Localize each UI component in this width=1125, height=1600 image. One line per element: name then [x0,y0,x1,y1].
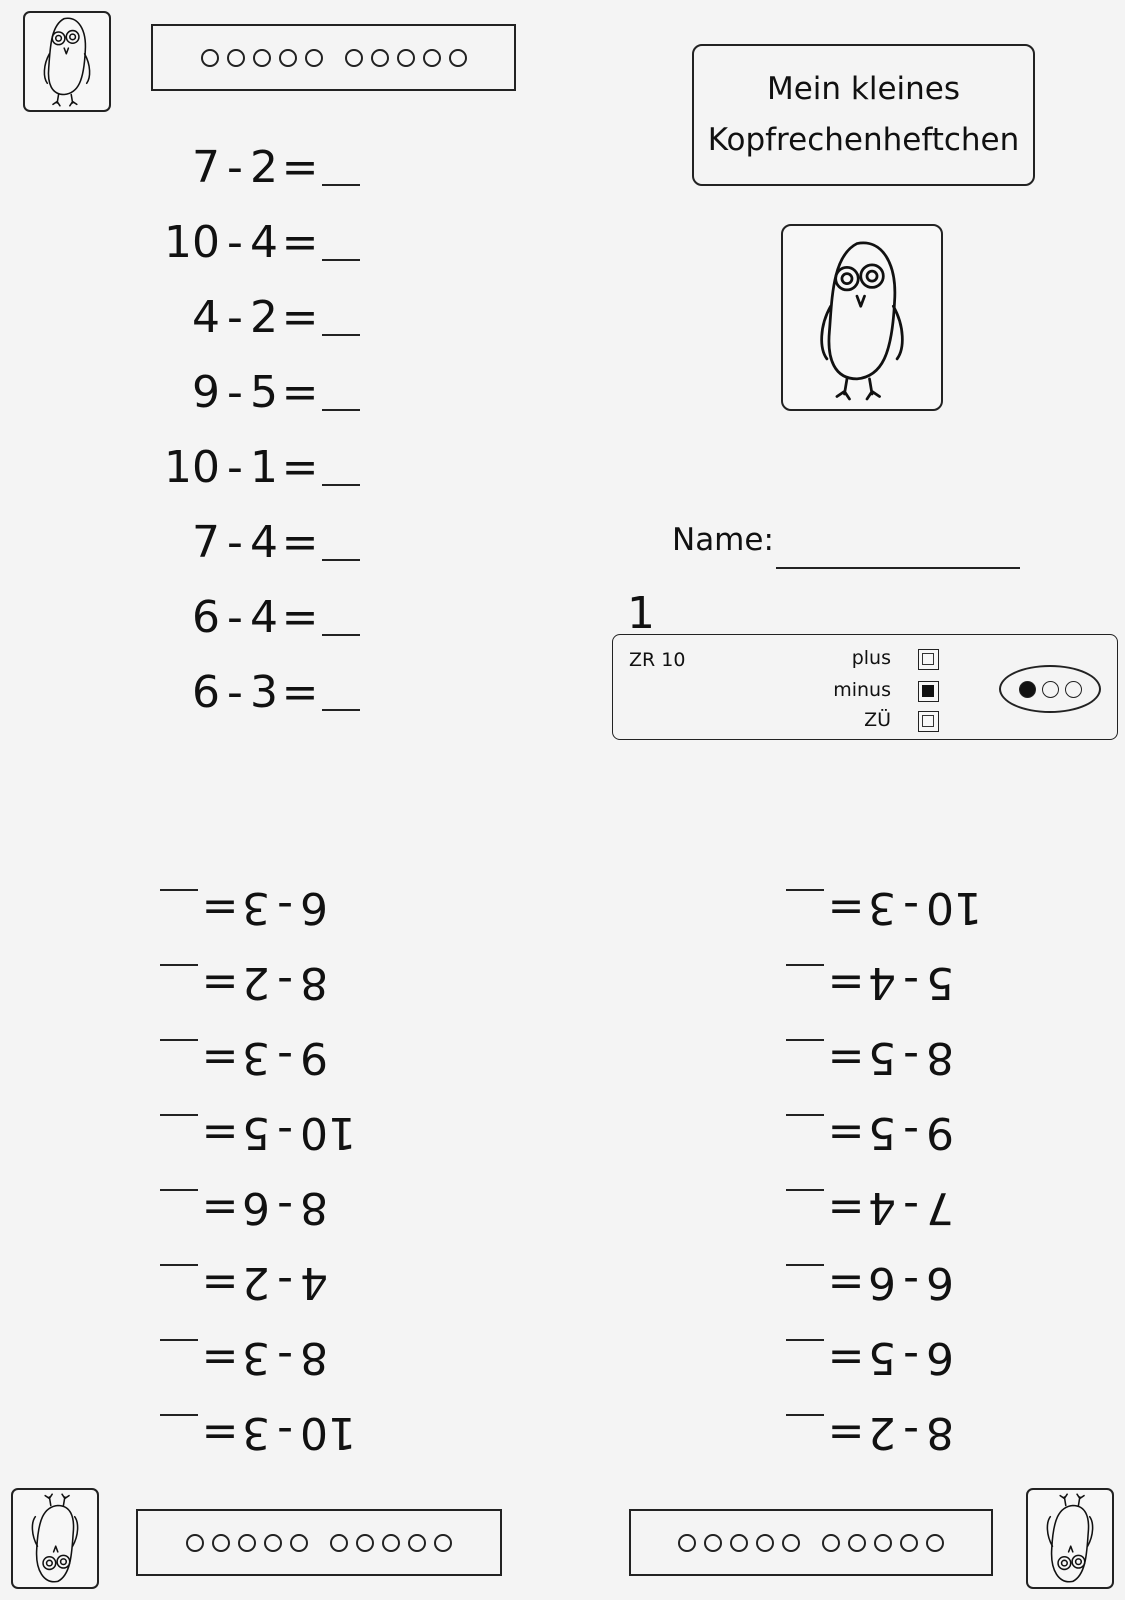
equation-row [786,1245,984,1320]
tally-dot[interactable] [874,1534,892,1552]
operator: - [227,517,243,568]
equals-sign: = [281,667,319,718]
subtrahend: 2 [250,292,278,343]
answer-blank[interactable] [322,225,360,261]
tally-dot[interactable] [382,1534,400,1552]
equation-row [162,505,360,580]
subtrahend: 4 [868,1182,896,1233]
minuend: 6 [926,1257,954,1308]
tally-dot[interactable] [356,1534,374,1552]
answer-blank[interactable] [786,965,824,1001]
equation-row [162,130,360,205]
answer-blank[interactable] [322,525,360,561]
equation-row [786,1020,984,1095]
minuend: 6 [192,592,220,643]
minuend: 8 [300,957,328,1008]
equals-sign: = [827,1332,865,1383]
answer-blank[interactable] [322,450,360,486]
equation-row [160,1020,358,1095]
minuend: 7 [926,1182,954,1233]
level-dot [1019,681,1036,698]
minuend: 5 [926,957,954,1008]
operator: - [277,1332,293,1383]
subtrahend: 4 [250,517,278,568]
equation-row [786,1320,984,1395]
exercise-column-bottom-right [786,870,984,1470]
minuend: 6 [926,1332,954,1383]
answer-blank[interactable] [160,1265,198,1301]
name-field[interactable] [776,567,1020,569]
equals-sign: = [201,1332,239,1383]
equation-row [786,870,984,945]
subtrahend: 2 [250,142,278,193]
equation-row [160,945,358,1020]
tally-dot[interactable] [449,49,467,67]
subtrahend: 5 [868,1332,896,1383]
equals-sign: = [201,1107,239,1158]
operation-label: plus [851,647,891,669]
subtrahend: 5 [868,1032,896,1083]
sheet-number: 1 [627,588,655,639]
answer-blank[interactable] [160,1115,198,1151]
equation-row [786,1095,984,1170]
equals-sign: = [827,1257,865,1308]
tally-dot[interactable] [201,49,219,67]
subtrahend: 3 [250,667,278,718]
tally-dot[interactable] [238,1534,256,1552]
operator: - [903,1332,919,1383]
operator: - [277,1032,293,1083]
operator: - [277,957,293,1008]
answer-blank[interactable] [786,890,824,926]
level-dot [1042,681,1059,698]
answer-blank[interactable] [786,1190,824,1226]
tally-dot[interactable] [212,1534,230,1552]
equals-sign: = [201,882,239,933]
minuend: 4 [300,1257,328,1308]
subtrahend: 5 [868,1107,896,1158]
operator: - [227,142,243,193]
tally-dot-group [822,1534,944,1552]
equation-row [162,430,360,505]
tally-dot[interactable] [822,1534,840,1552]
tally-dot[interactable] [848,1534,866,1552]
subtrahend: 6 [868,1257,896,1308]
operation-label: ZÜ [864,709,891,731]
answer-blank[interactable] [322,300,360,336]
tally-dot[interactable] [227,49,245,67]
equation-row [160,870,358,945]
subtrahend: 2 [242,1257,270,1308]
owl-illustration-center [781,224,943,411]
equals-sign: = [281,217,319,268]
equals-sign: = [281,292,319,343]
operator: - [903,882,919,933]
minuend: 4 [192,292,220,343]
minuend: 8 [300,1332,328,1383]
zu-checkbox[interactable] [918,711,939,732]
answer-blank[interactable] [322,150,360,186]
minuend: 10 [300,1107,356,1158]
operator: - [277,1257,293,1308]
answer-blank[interactable] [786,1340,824,1376]
operator: - [903,1182,919,1233]
owl-icon [783,226,941,409]
minuend: 10 [164,442,220,493]
tally-box-top [151,24,516,91]
tally-box-bottom-left [136,1509,502,1576]
subtrahend: 3 [242,1332,270,1383]
operation-row-minus [783,679,943,707]
operator: - [277,1407,293,1458]
operation-row-plus [783,647,943,675]
minuend: 8 [300,1182,328,1233]
equation-row [162,655,360,730]
operator: - [227,217,243,268]
operator: - [903,1407,919,1458]
tally-dot[interactable] [900,1534,918,1552]
owl-icon [25,13,109,110]
equals-sign: = [827,1107,865,1158]
minuend: 10 [300,1407,356,1458]
tally-dot[interactable] [290,1534,308,1552]
number-range-label: ZR 10 [629,649,686,671]
operator: - [277,1182,293,1233]
equals-sign: = [281,592,319,643]
level-dot [1065,681,1082,698]
equals-sign: = [281,442,319,493]
minuend: 10 [164,217,220,268]
equation-row [160,1095,358,1170]
owl-icon [1028,1490,1112,1587]
subtrahend: 4 [868,957,896,1008]
operator: - [227,592,243,643]
equals-sign: = [281,142,319,193]
answer-blank[interactable] [160,1040,198,1076]
equals-sign: = [281,517,319,568]
minuend: 9 [192,367,220,418]
equals-sign: = [201,957,239,1008]
equation-row [786,1395,984,1470]
equation-row [160,1320,358,1395]
tally-dot-group [678,1534,800,1552]
operator: - [903,1032,919,1083]
subtrahend: 4 [250,217,278,268]
minuend: 10 [926,882,982,933]
tally-dot[interactable] [264,1534,282,1552]
tally-dot[interactable] [730,1534,748,1552]
operator: - [277,1107,293,1158]
operator: - [903,1257,919,1308]
operation-row-zu [783,709,943,737]
operator: - [227,442,243,493]
tally-dot[interactable] [305,49,323,67]
tally-dot-group [201,49,323,67]
equals-sign: = [827,1407,865,1458]
equation-row [160,1245,358,1320]
tally-dot[interactable] [330,1534,348,1552]
plus-checkbox[interactable] [918,649,939,670]
tally-dot[interactable] [678,1534,696,1552]
answer-blank[interactable] [786,1040,824,1076]
tally-dot[interactable] [434,1534,452,1552]
equals-sign: = [281,367,319,418]
minuend: 6 [300,882,328,933]
minuend: 7 [192,142,220,193]
minus-checkbox[interactable] [918,681,939,702]
operator: - [227,667,243,718]
operator: - [227,292,243,343]
answer-blank[interactable] [160,890,198,926]
answer-blank[interactable] [322,600,360,636]
tally-dot[interactable] [926,1534,944,1552]
owl-logo-top-left [23,11,111,112]
minuend: 8 [926,1032,954,1083]
equals-sign: = [201,1032,239,1083]
subtrahend: 4 [250,592,278,643]
minuend: 6 [192,667,220,718]
subtrahend: 2 [242,957,270,1008]
exercise-column-bottom-left [160,870,358,1470]
equation-row [162,280,360,355]
answer-blank[interactable] [786,1115,824,1151]
subtrahend: 1 [250,442,278,493]
equals-sign: = [827,1032,865,1083]
minuend: 9 [300,1032,328,1083]
answer-blank[interactable] [160,1415,198,1451]
tally-dot[interactable] [253,49,271,67]
subtrahend: 3 [242,1407,270,1458]
subtrahend: 2 [868,1407,896,1458]
tally-dot[interactable] [186,1534,204,1552]
operator: - [903,1107,919,1158]
tally-dot[interactable] [345,49,363,67]
operator: - [227,367,243,418]
tally-dot[interactable] [756,1534,774,1552]
title-line-2: Kopfrechenheftchen [707,122,1020,158]
equation-row [786,1170,984,1245]
tally-dot[interactable] [397,49,415,67]
operator: - [903,957,919,1008]
tally-dot-group [186,1534,308,1552]
answer-blank[interactable] [786,1265,824,1301]
info-box [612,634,1118,740]
owl-icon [13,1490,97,1587]
operation-label: minus [833,679,891,701]
tally-dot-group [345,49,467,67]
tally-dot[interactable] [782,1534,800,1552]
equation-row [160,1395,358,1470]
owl-logo-bottom-right [1026,1488,1114,1589]
equation-row [160,1170,358,1245]
minuend: 7 [192,517,220,568]
tally-dot[interactable] [408,1534,426,1552]
answer-blank[interactable] [160,1340,198,1376]
tally-box-bottom-right [629,1509,993,1576]
equals-sign: = [201,1182,239,1233]
name-label: Name: [672,522,774,558]
subtrahend: 5 [250,367,278,418]
tally-dot[interactable] [279,49,297,67]
answer-blank[interactable] [322,375,360,411]
title-box [692,44,1035,186]
tally-dot[interactable] [704,1534,722,1552]
exercise-column-top [162,130,360,730]
answer-blank[interactable] [786,1415,824,1451]
subtrahend: 3 [242,1032,270,1083]
answer-blank[interactable] [160,965,198,1001]
answer-blank[interactable] [322,675,360,711]
subtrahend: 3 [868,882,896,933]
minuend: 8 [926,1407,954,1458]
equation-row [162,205,360,280]
subtrahend: 3 [242,882,270,933]
tally-dot[interactable] [423,49,441,67]
operator: - [277,882,293,933]
equation-row [162,355,360,430]
answer-blank[interactable] [160,1190,198,1226]
equals-sign: = [201,1407,239,1458]
equation-row [162,580,360,655]
title-line-1: Mein kleines [766,71,961,107]
equation-row [786,945,984,1020]
subtrahend: 6 [242,1182,270,1233]
tally-dot-group [330,1534,452,1552]
minuend: 9 [926,1107,954,1158]
equals-sign: = [827,957,865,1008]
equals-sign: = [827,882,865,933]
equals-sign: = [827,1182,865,1233]
subtrahend: 5 [242,1107,270,1158]
owl-logo-bottom-left [11,1488,99,1589]
tally-dot[interactable] [371,49,389,67]
equals-sign: = [201,1257,239,1308]
level-indicator [999,665,1101,713]
